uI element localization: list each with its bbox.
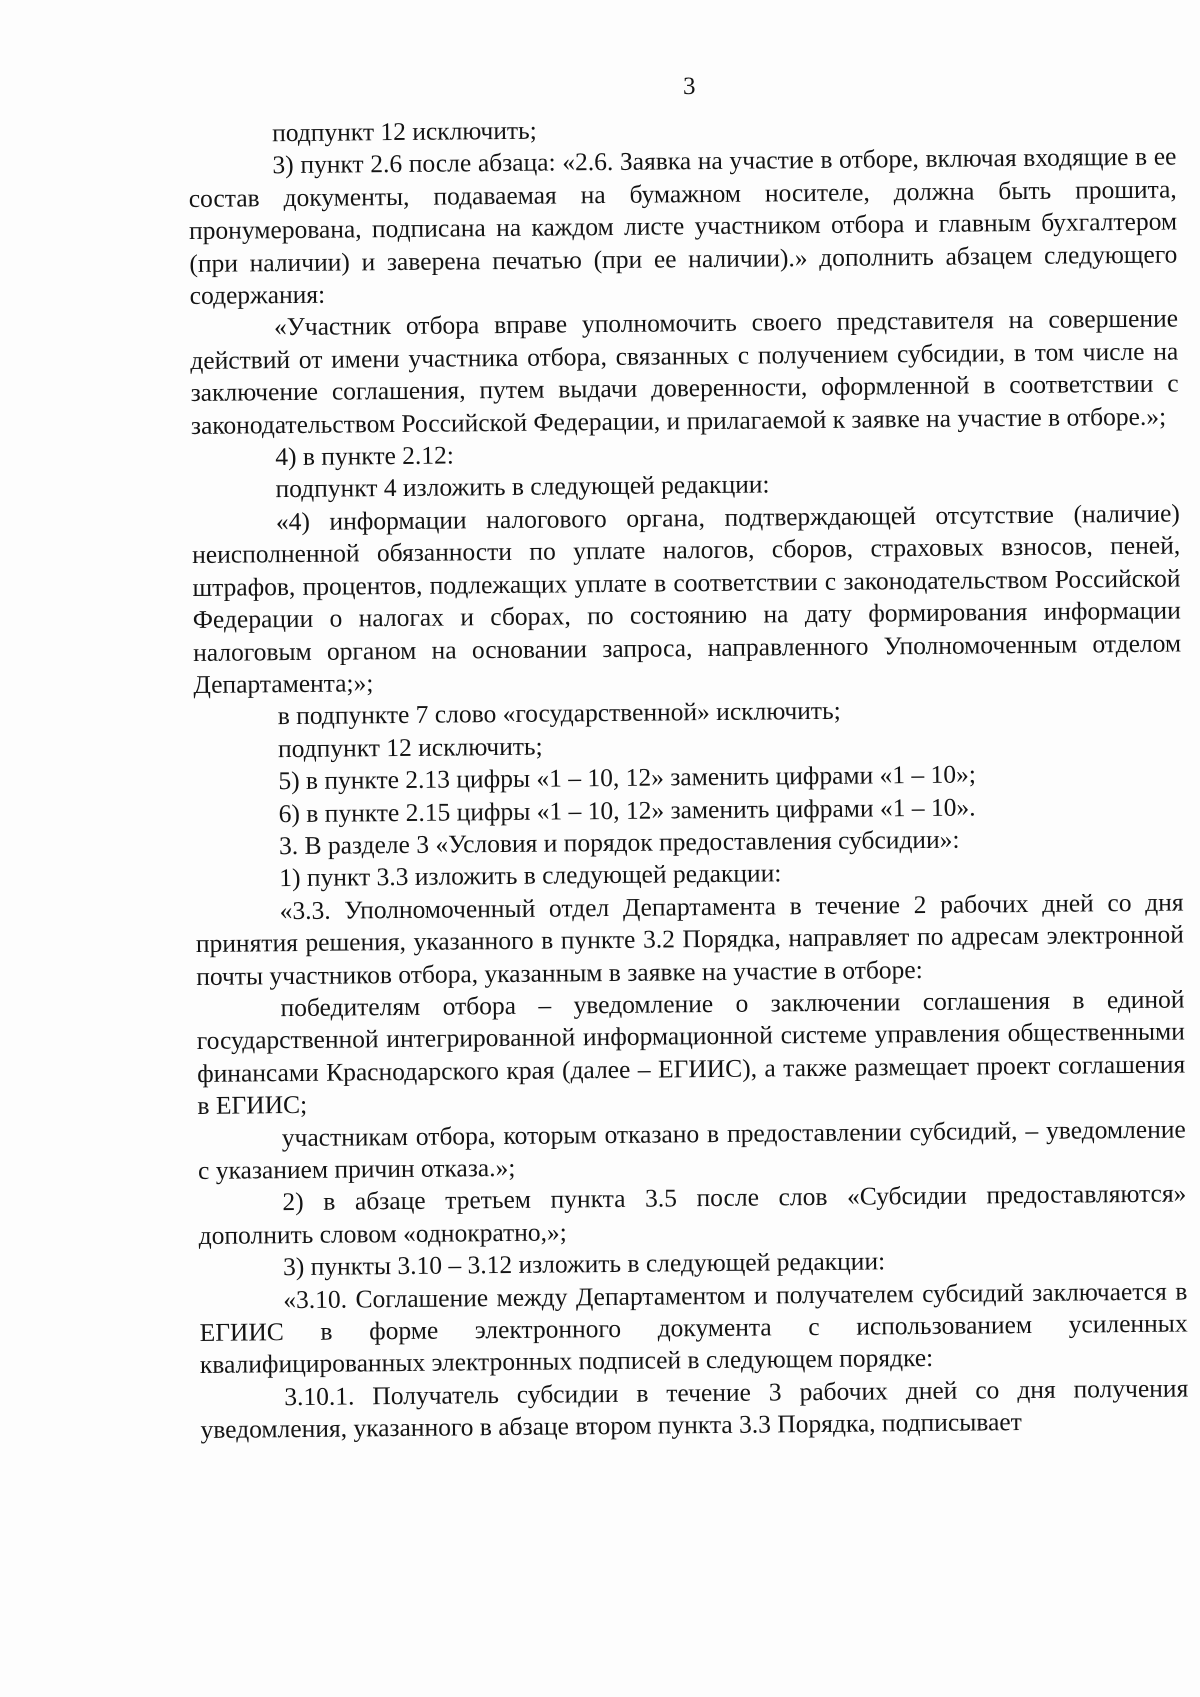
paragraph: 3) пункты 3.10 – 3.12 изложить в следующей редакции: — [282, 1246, 886, 1282]
page-number: 3 — [683, 73, 696, 100]
paragraph: подпункт 12 исключить; — [272, 115, 537, 148]
paragraph: 3) пункт 2.6 после абзаца: «2.6. Заявка на участие в отборе, включая входящие в ее состав документы, подаваемая на бумажном носителе, должна быть прошита, пронумерована, подписана на каждом листе участником отбора и главным бухгалтером (при наличии) и заверена печатью (при ее наличии).» дополнить абзацем следующего содержания: — [188, 141, 1178, 311]
paragraph: «Участник отбора вправе уполномочить своего представителя на совершение действий от имени участника отбора, связанных с получением субсидии, в том числе на заключение соглашения, путем выдачи доверенности, оформленной в соответствии с законодательством Российской Федерации, и прилагаемой к заявке на участие в отборе.»; — [190, 303, 1179, 440]
paragraph: в подпункте 7 слово «государственной» исключить; — [277, 696, 841, 731]
paragraph: «3.10. Соглашение между Департаментом и получателем субсидий заключается в ЕГИИС в форме электронного документа с использованием усиленных квалифицированных электронных подписей в следующем порядке: — [199, 1276, 1188, 1380]
paragraph: 2) в абзаце третьем пункта 3.5 после слов «Субсидии предоставляются» дополнить словом «однократно,»; — [198, 1178, 1187, 1250]
paragraph: 4) в пункте 2.12: — [275, 440, 455, 472]
paragraph: 6) в пункте 2.15 цифры «1 – 10, 12» заменить цифрами «1 – 10». — [278, 792, 976, 828]
paragraph: подпункт 4 изложить в следующей редакции: — [275, 469, 770, 504]
paragraph: 1) пункт 3.3 изложить в следующей редакции: — [279, 858, 782, 893]
paragraph: подпункт 12 исключить; — [277, 731, 543, 763]
paragraph: победителям отбора – уведомление о заключении соглашения в единой государственной интегрированной информационной системе управления общественными финансами Краснодарского края (далее – ЕГИИС), а также размещает проект соглашения в ЕГИИС; — [196, 984, 1186, 1121]
paragraph: 3.10.1. Получатель субсидии в течение 3 рабочих дней со дня получения уведомления, указанного в абзаце втором пункта 3.3 Порядка, подписывает — [200, 1373, 1189, 1445]
paragraph: участникам отбора, которым отказано в предоставлении субсидий, – уведомление с указанием причин отказа.»; — [197, 1114, 1186, 1185]
paragraph: «3.3. Уполномоченный отдел Департамента в течение 2 рабочих дней со дня принятия решения, указанного в пункте 3.2 Порядка, направляет по адресам электронной почты участников отбора, указанным в заявке на участие в отборе: — [195, 887, 1185, 991]
paragraph: 3. В разделе 3 «Условия и порядок предоставления субсидии»: — [278, 824, 960, 861]
paragraph: 5) в пункте 2.13 цифры «1 – 10, 12» заменить цифрами «1 – 10»; — [278, 759, 977, 796]
paragraph: «4) информации налогового органа, подтверждающей отсутствие (наличие) неисполненной обязанности по уплате налогов, сборов, страховых взносов, пеней, штрафов, процентов, подлежащих уплате в соответствии с законодательством Российской Федерации о налогах и сборах, по состоянию на дату формирования информации налоговым органом на основании запроса, направленного Уполномоченным отделом Департамента;»; — [192, 498, 1182, 699]
document-body — [188, 109, 1189, 1447]
